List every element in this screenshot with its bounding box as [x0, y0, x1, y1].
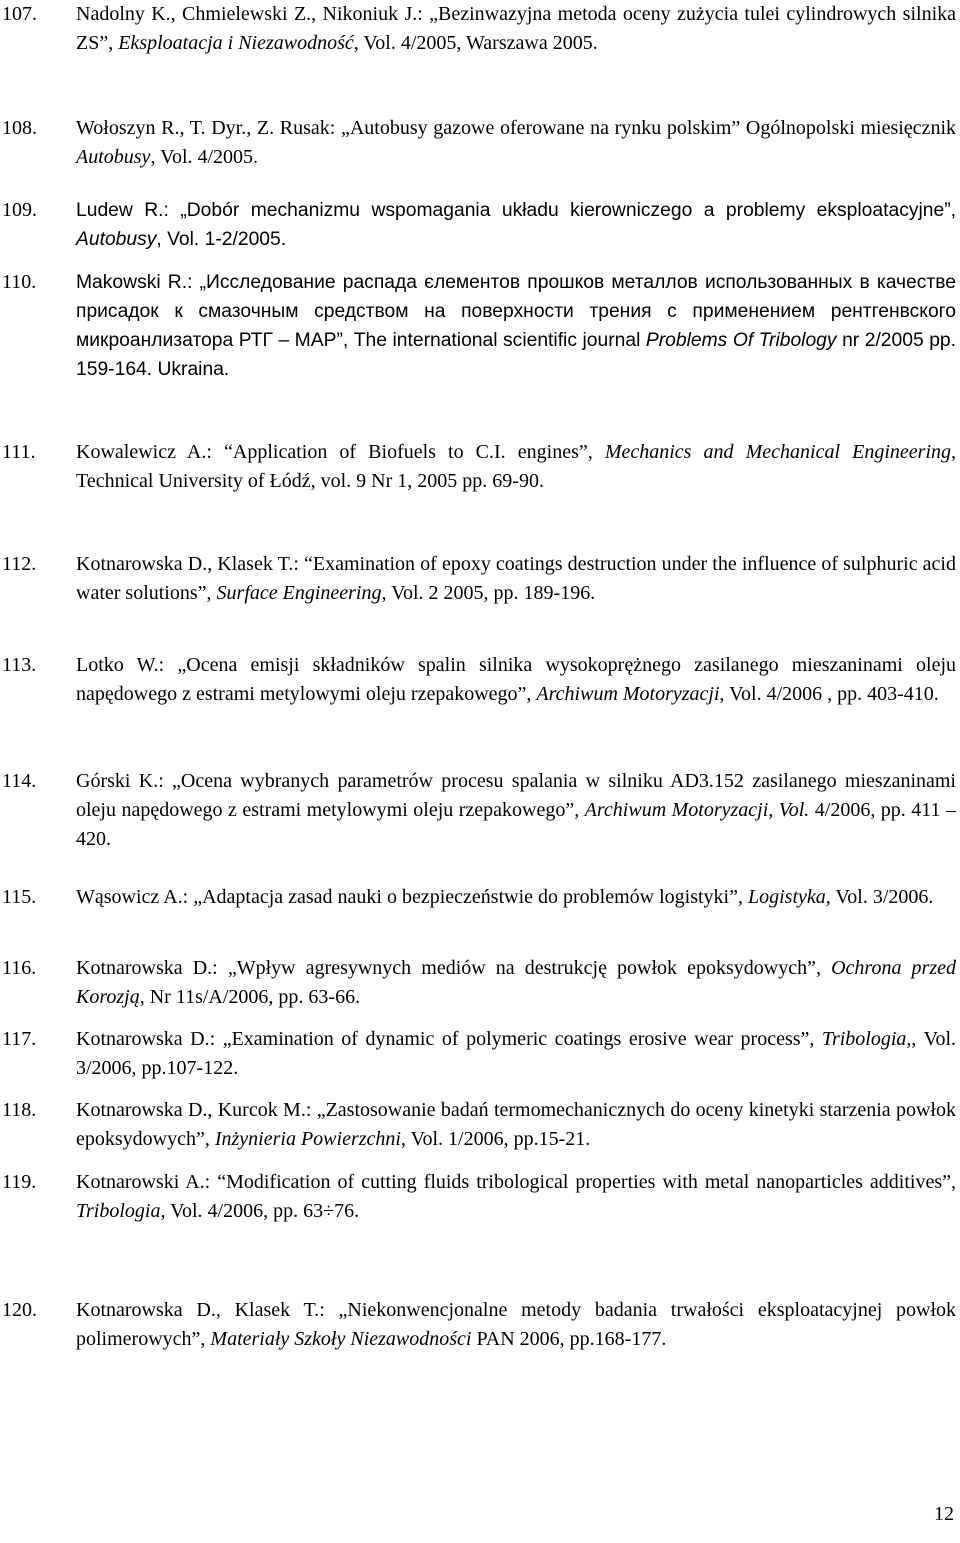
reference-text: Kotnarowska D., Kurcok M.: „Zastosowanie badań termomechanicznych do oceny kinetyki starzenia powłok epoksydowych”, Inżynieria Powierzchni, Vol. 1/2006, pp.15-21. — [76, 1099, 956, 1150]
reference-number: 115. — [2, 886, 37, 908]
reference-text: Kotnarowska D.: „Examination of dynamic of polymeric coatings erosive wear process”, Tribologia,, Vol. 3/2006, pp.107-122. — [76, 1028, 956, 1079]
reference-number: 108. — [2, 117, 37, 139]
reference-number: 109. — [2, 199, 37, 221]
reference-text: Nadolny K., Chmielewski Z., Nikoniuk J.: „Bezinwazyjna metoda oceny zużycia tulei cylindrowych silnika ZS”, Eksploatacja i Niezawodność, Vol. 4/2005, Warszawa 2005. — [76, 3, 956, 54]
reference-number: 112. — [2, 553, 37, 575]
reference-text: Lotko W.: „Ocena emisji składników spalin silnika wysokoprężnego zasilanego mieszaninami oleju napędowego z estrami metylowymi oleju rzepakowego”, Archiwum Motoryzacji, Vol. 4/2006 , pp. 403-410. — [76, 654, 956, 705]
reference-text: Wąsowicz A.: „Adaptacja zasad nauki o bezpieczeństwie do problemów logistyki”, Logistyka, Vol. 3/2006. — [76, 886, 934, 908]
reference-text: Ludew R.: „Dobór mechanizmu wspomagania układu kierowniczego a problemy eksploatacyjne”, Autobusy, Vol. 1-2/2005. — [76, 200, 956, 250]
reference-text: Kotnarowska D., Klasek T.: „Niekonwencjonalne metody badania trwałości eksploatacyjnej powłok polimerowych”, Materiały Szkoły Niezawodności PAN 2006, pp.168-177. — [76, 1299, 956, 1350]
reference-number: 118. — [2, 1099, 37, 1121]
page-number: 12 — [934, 1503, 954, 1525]
reference-number: 113. — [2, 654, 37, 676]
reference-number: 119. — [2, 1171, 37, 1193]
reference-number: 110. — [2, 271, 37, 293]
reference-number: 111. — [2, 441, 36, 463]
reference-text: Kotnarowska D., Klasek T.: “Examination of epoxy coatings destruction under the influence of sulphuric acid water solutions”, Surface Engineering, Vol. 2 2005, pp. 189-196. — [76, 553, 956, 604]
reference-number: 120. — [2, 1299, 37, 1321]
reference-text: Wołoszyn R., T. Dyr., Z. Rusak: „Autobusy gazowe oferowane na rynku polskim” Ogólnopolski miesięcznik Autobusy, Vol. 4/2005. — [76, 117, 956, 168]
reference-number: 114. — [2, 770, 37, 792]
reference-number: 117. — [2, 1028, 37, 1050]
reference-text: Górski K.: „Ocena wybranych parametrów procesu spalania w silniku AD3.152 zasilanego mieszaninami oleju napędowego z estrami metylowymi oleju rzepakowego”, Archiwum Motoryzacji, Vol. 4/2006, pp. 411 – 420. — [76, 770, 956, 850]
reference-number: 107. — [2, 3, 37, 25]
reference-text: Kotnarowski A.: “Modification of cutting fluids tribological properties with metal nanoparticles additives”, Tribologia, Vol. 4/2006, pp. 63÷76. — [76, 1171, 956, 1222]
reference-text: Makowski R.: „Исследование распада єлементов прошков металлов использованных в качестве присадок к смазочным средством на поверхности трения с применением рентгенвского микроанлизатора РТГ – МАР”, The international scientific journal Problems Of Tribology nr 2/2005 pp. 159-164. Ukraina. — [76, 272, 957, 380]
reference-text: Kowalewicz A.: “Application of Biofuels to C.I. engines”, Mechanics and Mechanical Engineering, Technical University of Łódź, vol. 9 Nr 1, 2005 pp. 69-90. — [76, 441, 956, 492]
reference-text: Kotnarowska D.: „Wpływ agresywnych mediów na destrukcję powłok epoksydowych”, Ochrona przed Korozją, Nr 11s/A/2006, pp. 63-66. — [76, 957, 956, 1008]
reference-number: 116. — [2, 957, 37, 979]
